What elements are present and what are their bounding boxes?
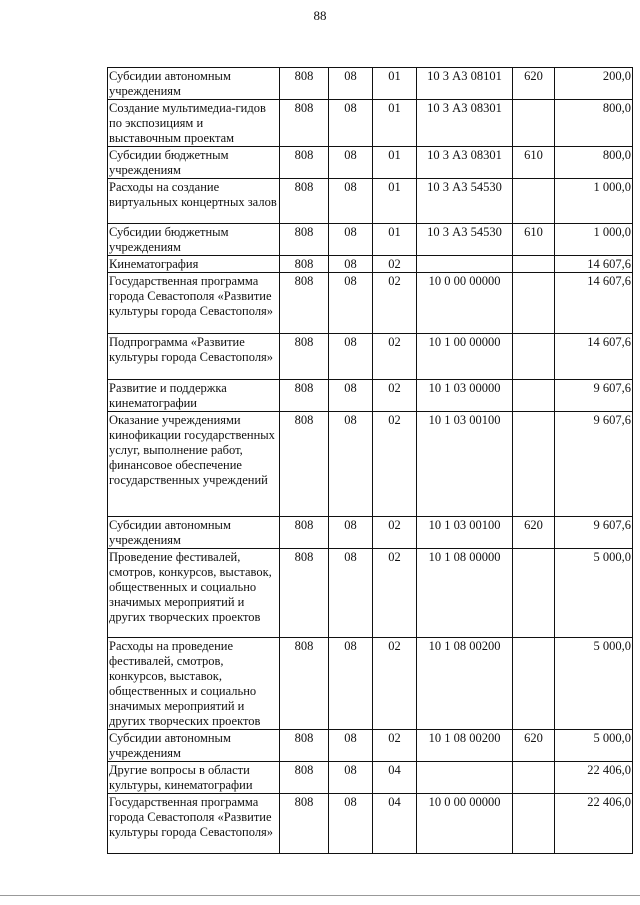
cell-section: 08 — [329, 273, 373, 334]
cell-section: 08 — [329, 224, 373, 256]
table-row — [108, 100, 633, 147]
cell-name: Субсидии автономным учреждениям — [108, 517, 280, 549]
cell-subsection: 04 — [373, 794, 417, 854]
cell-gov-code: 808 — [280, 334, 329, 380]
cell-gov-code: 808 — [280, 256, 329, 273]
cell-gov-code: 808 — [280, 100, 329, 147]
cell-target-article: 10 0 00 00000 — [417, 273, 513, 334]
cell-target-article: 10 1 03 00100 — [417, 412, 513, 517]
cell-expense-type: 610 — [513, 224, 555, 256]
cell-expense-type — [513, 412, 555, 517]
table-row — [108, 334, 633, 380]
cell-expense-type: 620 — [513, 517, 555, 549]
cell-target-article: 10 3 А3 08301 — [417, 100, 513, 147]
cell-subsection: 01 — [373, 179, 417, 224]
table-row — [108, 273, 633, 334]
table-row — [108, 224, 633, 256]
cell-target-article — [417, 256, 513, 273]
cell-gov-code: 808 — [280, 380, 329, 412]
cell-section: 08 — [329, 762, 373, 794]
cell-expense-type — [513, 380, 555, 412]
cell-gov-code: 808 — [280, 730, 329, 762]
cell-subsection: 01 — [373, 100, 417, 147]
cell-name: Субсидии автономным учреждениям — [108, 730, 280, 762]
cell-gov-code: 808 — [280, 68, 329, 100]
table-row — [108, 412, 633, 517]
cell-name: Развитие и поддержка кинематографии — [108, 380, 280, 412]
cell-target-article: 10 0 00 00000 — [417, 794, 513, 854]
cell-section: 08 — [329, 334, 373, 380]
cell-section: 08 — [329, 517, 373, 549]
budget-table-body — [108, 68, 633, 854]
cell-section: 08 — [329, 412, 373, 517]
budget-table — [107, 67, 633, 854]
cell-amount: 22 406,0 — [555, 762, 633, 794]
cell-amount: 9 607,6 — [555, 380, 633, 412]
table-row — [108, 549, 633, 638]
cell-subsection: 01 — [373, 147, 417, 179]
cell-name: Государственная программа города Севастополя «Развитие культуры города Севастополя» — [108, 273, 280, 334]
cell-target-article: 10 1 08 00000 — [417, 549, 513, 638]
cell-subsection: 02 — [373, 334, 417, 380]
cell-section: 08 — [329, 380, 373, 412]
cell-name: Другие вопросы в области культуры, кинематографии — [108, 762, 280, 794]
cell-section: 08 — [329, 147, 373, 179]
cell-amount: 800,0 — [555, 147, 633, 179]
cell-subsection: 01 — [373, 68, 417, 100]
cell-amount: 800,0 — [555, 100, 633, 147]
cell-name: Государственная программа города Севастополя «Развитие культуры города Севастополя» — [108, 794, 280, 854]
cell-gov-code: 808 — [280, 179, 329, 224]
cell-name: Кинематография — [108, 256, 280, 273]
cell-gov-code: 808 — [280, 224, 329, 256]
cell-gov-code: 808 — [280, 412, 329, 517]
cell-amount: 14 607,6 — [555, 273, 633, 334]
cell-expense-type — [513, 549, 555, 638]
cell-target-article: 10 1 03 00000 — [417, 380, 513, 412]
cell-name: Субсидии бюджетным учреждениям — [108, 147, 280, 179]
cell-target-article: 10 1 08 00200 — [417, 730, 513, 762]
cell-amount: 5 000,0 — [555, 730, 633, 762]
cell-subsection: 04 — [373, 762, 417, 794]
cell-name: Расходы на проведение фестивалей, смотров, конкурсов, выставок, общественных и социально значимых мероприятий и других творческих проектов — [108, 638, 280, 730]
cell-section: 08 — [329, 256, 373, 273]
table-row — [108, 517, 633, 549]
cell-amount: 200,0 — [555, 68, 633, 100]
cell-name: Проведение фестивалей, смотров, конкурсов, выставок, общественных и социально значимых мероприятий и других творческих проектов — [108, 549, 280, 638]
cell-amount: 5 000,0 — [555, 549, 633, 638]
cell-name: Субсидии автономным учреждениям — [108, 68, 280, 100]
cell-gov-code: 808 — [280, 147, 329, 179]
cell-section: 08 — [329, 638, 373, 730]
page-number: 88 — [313, 8, 327, 23]
cell-expense-type — [513, 638, 555, 730]
cell-expense-type: 620 — [513, 68, 555, 100]
cell-target-article: 10 3 А3 54530 — [417, 224, 513, 256]
cell-target-article: 10 3 А3 54530 — [417, 179, 513, 224]
cell-gov-code: 808 — [280, 794, 329, 854]
table-row — [108, 179, 633, 224]
page-bottom-edge — [0, 895, 640, 896]
cell-gov-code: 808 — [280, 517, 329, 549]
cell-expense-type — [513, 762, 555, 794]
cell-subsection: 02 — [373, 517, 417, 549]
cell-name: Субсидии бюджетным учреждениям — [108, 224, 280, 256]
cell-section: 08 — [329, 179, 373, 224]
cell-section: 08 — [329, 68, 373, 100]
cell-subsection: 02 — [373, 549, 417, 638]
cell-gov-code: 808 — [280, 549, 329, 638]
cell-gov-code: 808 — [280, 273, 329, 334]
cell-expense-type — [513, 256, 555, 273]
cell-expense-type — [513, 100, 555, 147]
cell-amount: 1 000,0 — [555, 179, 633, 224]
table-row — [108, 256, 633, 273]
cell-name: Расходы на создание виртуальных концертных залов — [108, 179, 280, 224]
table-row — [108, 380, 633, 412]
cell-section: 08 — [329, 794, 373, 854]
cell-target-article: 10 1 03 00100 — [417, 517, 513, 549]
cell-subsection: 02 — [373, 273, 417, 334]
cell-expense-type — [513, 334, 555, 380]
table-row — [108, 68, 633, 100]
cell-section: 08 — [329, 730, 373, 762]
cell-expense-type — [513, 794, 555, 854]
cell-subsection: 02 — [373, 638, 417, 730]
cell-amount: 9 607,6 — [555, 517, 633, 549]
cell-subsection: 02 — [373, 256, 417, 273]
cell-subsection: 02 — [373, 730, 417, 762]
cell-amount: 9 607,6 — [555, 412, 633, 517]
cell-name: Оказание учреждениями кинофикации государственных услуг, выполнение работ, финансовое обеспечение государственных учреждений — [108, 412, 280, 517]
cell-subsection: 02 — [373, 412, 417, 517]
cell-subsection: 01 — [373, 224, 417, 256]
table-row — [108, 638, 633, 730]
cell-amount: 5 000,0 — [555, 638, 633, 730]
table-row — [108, 730, 633, 762]
cell-target-article: 10 1 00 00000 — [417, 334, 513, 380]
table-row — [108, 794, 633, 854]
cell-section: 08 — [329, 549, 373, 638]
cell-expense-type: 620 — [513, 730, 555, 762]
cell-gov-code: 808 — [280, 638, 329, 730]
table-row — [108, 762, 633, 794]
table-row — [108, 147, 633, 179]
cell-expense-type — [513, 179, 555, 224]
cell-name: Создание мультимедиа-гидов по экспозициям и выставочным проектам — [108, 100, 280, 147]
cell-expense-type — [513, 273, 555, 334]
cell-amount: 14 607,6 — [555, 256, 633, 273]
cell-target-article: 10 3 А3 08301 — [417, 147, 513, 179]
cell-amount: 22 406,0 — [555, 794, 633, 854]
cell-amount: 14 607,6 — [555, 334, 633, 380]
cell-amount: 1 000,0 — [555, 224, 633, 256]
cell-expense-type: 610 — [513, 147, 555, 179]
cell-name: Подпрограмма «Развитие культуры города Севастополя» — [108, 334, 280, 380]
cell-target-article — [417, 762, 513, 794]
cell-target-article: 10 3 А3 08101 — [417, 68, 513, 100]
cell-section: 08 — [329, 100, 373, 147]
cell-target-article: 10 1 08 00200 — [417, 638, 513, 730]
cell-gov-code: 808 — [280, 762, 329, 794]
cell-subsection: 02 — [373, 380, 417, 412]
